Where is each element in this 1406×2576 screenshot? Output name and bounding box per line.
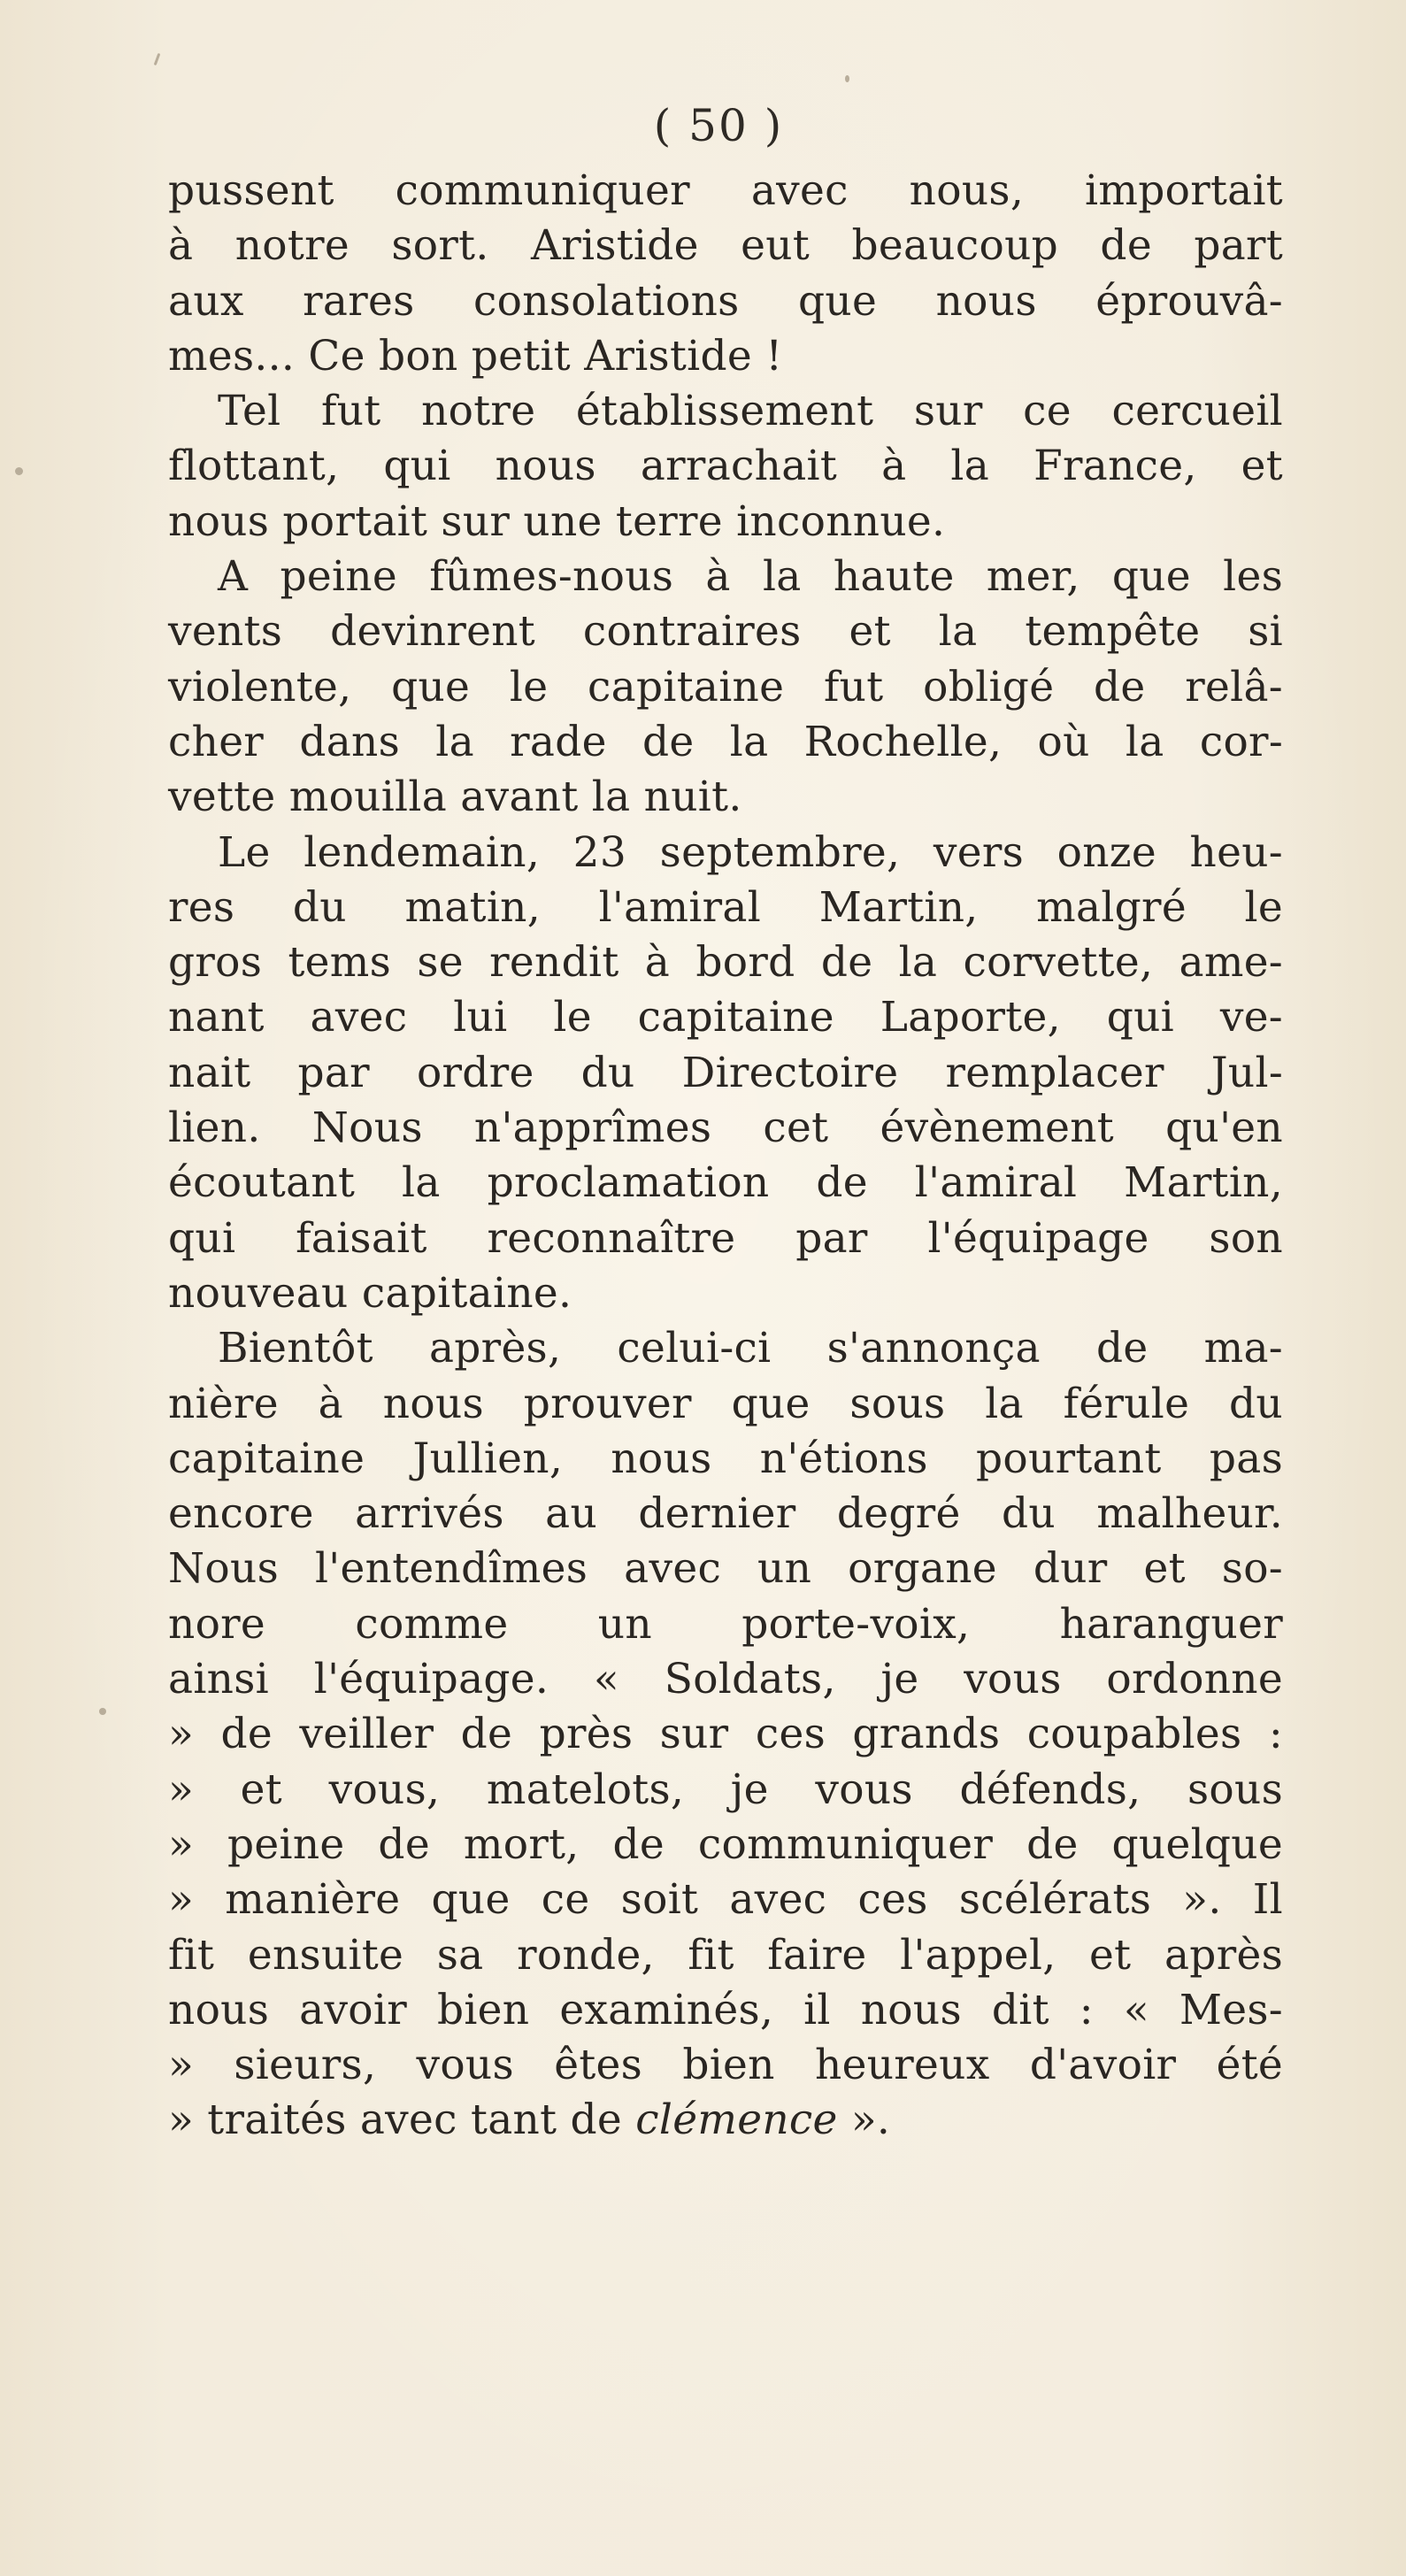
text-line: res du matin, l'amiral Martin, malgré le: [168, 882, 1283, 932]
text-line: Bientôt après, celui-ci s'annonça de ma-: [218, 1324, 1283, 1373]
text-line: aux rares consolations que nous éprouvâ-: [168, 276, 1283, 326]
text-line: encore arrivés au dernier degré du malheur.: [168, 1489, 1283, 1539]
text-line: nait par ordre du Directoire remplacer Jul-: [168, 1048, 1283, 1097]
text-line: nous portait sur une terre inconnue.: [168, 496, 946, 546]
text-line: » et vous, matelots, je vous défends, sous: [168, 1765, 1283, 1814]
text-line: pussent communiquer avec nous, importait: [168, 166, 1283, 215]
text-line: » sieurs, vous êtes bien heureux d'avoir été: [168, 2041, 1283, 2090]
text-line: à notre sort. Aristide eut beaucoup de part: [168, 221, 1283, 271]
text-line: nous avoir bien examinés, il nous dit : « Mes-: [168, 1985, 1283, 2034]
text-line: » manière que ce soit avec ces scélérats ». Il: [168, 1875, 1283, 1925]
text-line: Le lendemain, 23 septembre, vers onze heu-: [218, 827, 1283, 877]
text-line: vents devinrent contraires et la tempête si: [168, 607, 1283, 657]
text-line: gros tems se rendit à bord de la corvette, ame-: [168, 938, 1283, 988]
final-line-end: ».: [837, 2095, 891, 2145]
paper-speck: [99, 1708, 106, 1715]
paper-speck: [15, 467, 23, 475]
text-line: flottant, qui nous arrachait à la France, et: [168, 442, 1283, 491]
text-line: nière à nous prouver que sous la férule du: [168, 1379, 1283, 1428]
italic-emphasis: clémence: [635, 2095, 838, 2145]
body-text: [168, 164, 1283, 2149]
final-line-start: » traités avec tant de: [168, 2095, 636, 2145]
text-line: Tel fut notre établissement sur ce cercueil: [218, 387, 1283, 436]
text-line: nant avec lui le capitaine Laporte, qui ve-: [168, 993, 1283, 1042]
text-line: écoutant la proclamation de l'amiral Martin,: [168, 1158, 1283, 1208]
text-line: qui faisait reconnaître par l'équipage son: [168, 1213, 1283, 1263]
paper-speck: [845, 75, 849, 82]
text-line: cher dans la rade de la Rochelle, où la cor-: [168, 717, 1283, 766]
text-line: » de veiller de près sur ces grands coupables :: [168, 1710, 1283, 1759]
text-line: violente, que le capitaine fut obligé de relâ-: [168, 662, 1283, 711]
page-number: ( 50 ): [653, 100, 784, 151]
text-line: vette mouilla avant la nuit.: [168, 773, 742, 822]
text-line: mes... Ce bon petit Aristide !: [168, 331, 783, 381]
text-line: lien. Nous n'apprîmes cet évènement qu'en: [168, 1103, 1283, 1153]
text-line: A peine fûmes-nous à la haute mer, que les: [218, 552, 1283, 602]
text-line-final: [168, 2093, 1283, 2148]
paper-speck: [154, 53, 161, 65]
text-line: fit ensuite sa ronde, fit faire l'appel, et après: [168, 1930, 1283, 1980]
text-line: » peine de mort, de communiquer de quelque: [168, 1819, 1283, 1869]
text-line: ainsi l'équipage. « Soldats, je vous ordonne: [168, 1655, 1283, 1704]
text-line: capitaine Jullien, nous n'étions pourtant pas: [168, 1434, 1283, 1483]
text-line: nore comme un porte-voix, haranguer: [168, 1599, 1283, 1649]
text-line: nouveau capitaine.: [168, 1268, 572, 1318]
text-line: Nous l'entendîmes avec un organe dur et so-: [168, 1544, 1283, 1594]
